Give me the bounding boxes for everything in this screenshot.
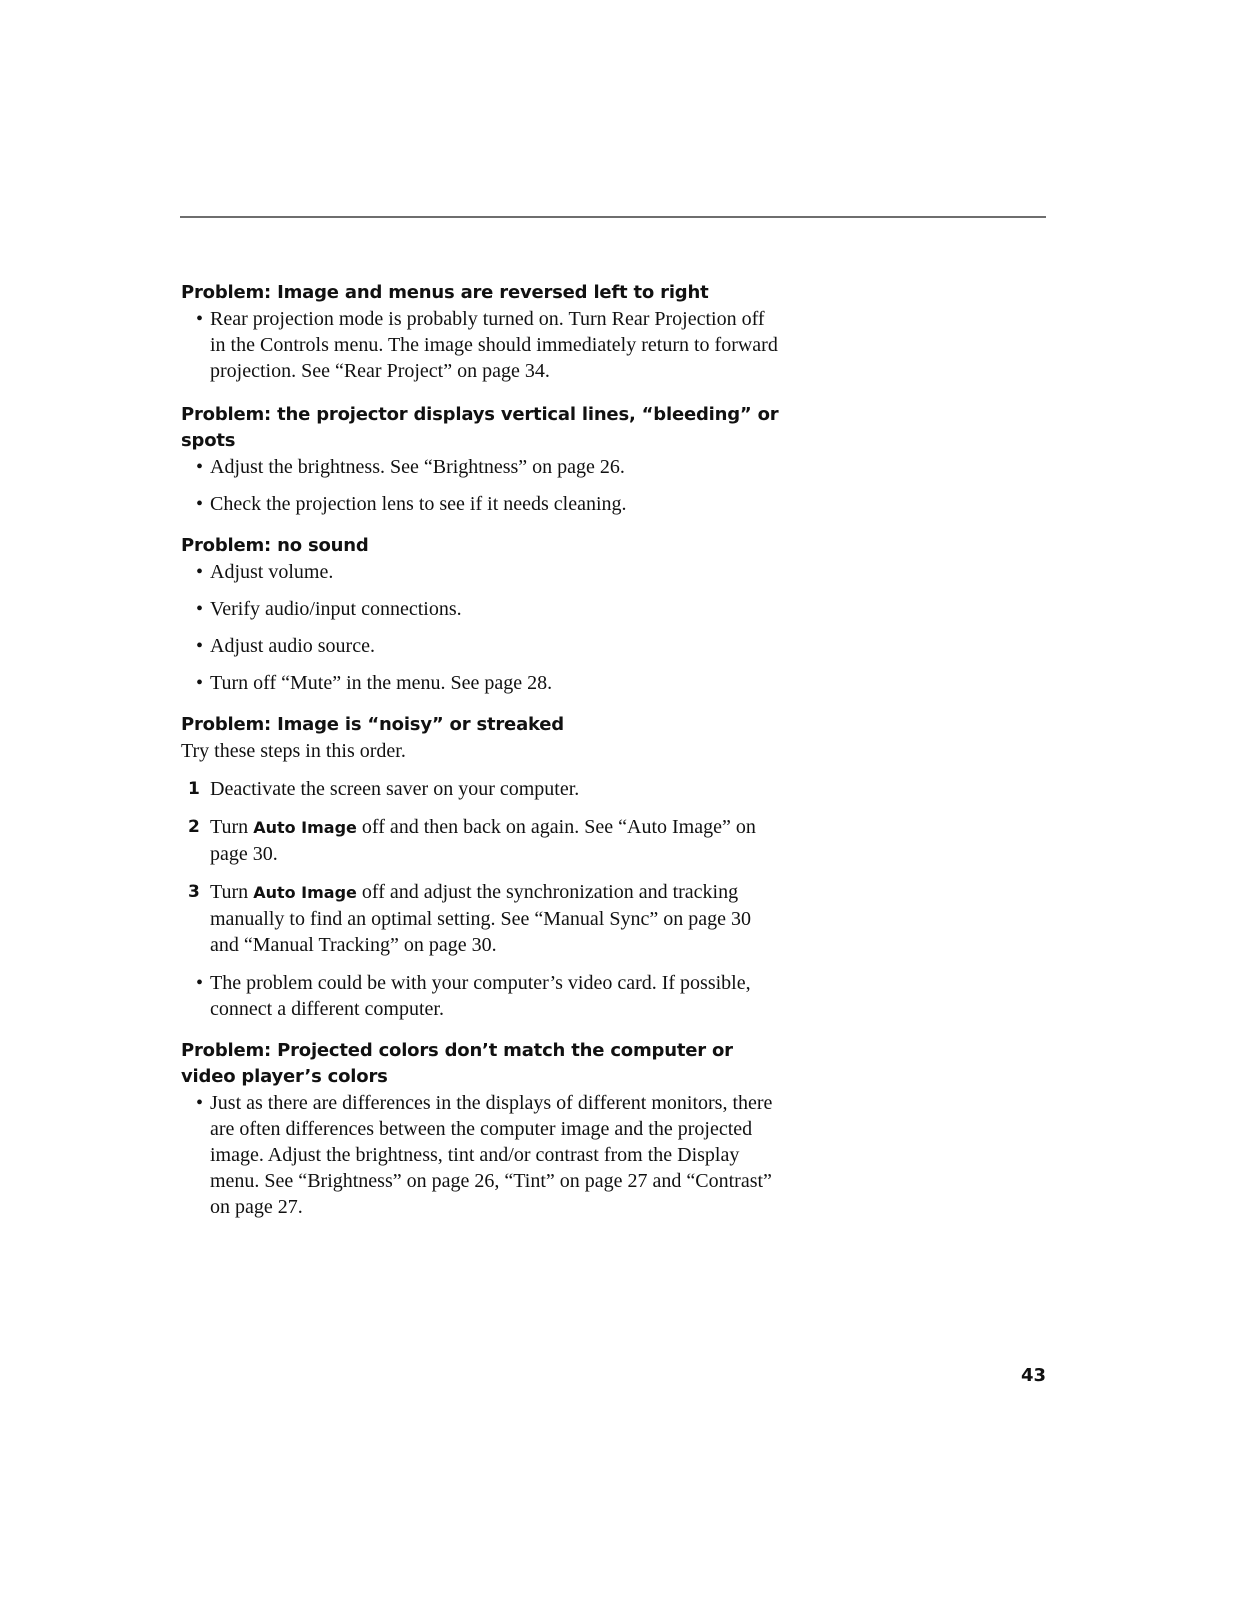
bullet-marker: • <box>196 672 204 694</box>
menu-keyword: Auto Image <box>253 818 357 837</box>
bullet-marker: • <box>196 561 204 583</box>
bullet-marker: • <box>196 635 204 657</box>
step-text-after: off and then back on again. See “Auto Image” on page 30. <box>210 816 756 865</box>
step-number: 1 <box>188 779 200 799</box>
numbered-step <box>181 814 781 867</box>
step-text: Deactivate the screen saver on your computer. <box>210 778 580 800</box>
list-item-text: The problem could be with your computer’s video card. If possible, connect a different computer. <box>210 972 751 1020</box>
problem-heading: Problem: no sound <box>181 535 369 556</box>
step-text-before: Turn <box>210 816 249 838</box>
list-item <box>181 633 781 659</box>
bullet-marker: • <box>196 456 204 478</box>
problem-heading: Problem: the projector displays vertical lines, “bleeding” or spots <box>181 404 779 451</box>
problem-heading: Problem: Image is “noisy” or streaked <box>181 714 564 735</box>
bullet-marker: • <box>196 493 204 515</box>
bullet-marker: • <box>196 1092 204 1114</box>
problem-vertical-lines <box>181 402 781 517</box>
list-item-text: Adjust the brightness. See “Brightness” on page 26. <box>210 456 625 478</box>
numbered-step <box>181 776 781 802</box>
step-number: 3 <box>188 882 200 902</box>
troubleshooting-content <box>181 280 781 1236</box>
problem-no-sound <box>181 533 781 696</box>
step-text-before: Turn <box>210 881 249 903</box>
list-item <box>181 596 781 622</box>
list-item-text: Turn off “Mute” in the menu. See page 28. <box>210 672 553 694</box>
page-number: 43 <box>1020 1365 1046 1386</box>
list-item <box>181 970 781 1022</box>
list-item <box>181 491 781 517</box>
list-item-text: Adjust audio source. <box>210 635 375 657</box>
problem-heading: Problem: Projected colors don’t match the computer or video player’s colors <box>181 1040 733 1087</box>
list-item <box>181 670 781 696</box>
bullet-marker: • <box>196 308 204 330</box>
list-item <box>181 1090 781 1220</box>
bullet-marker: • <box>196 972 204 994</box>
problem-reversed-image <box>181 280 781 384</box>
bullet-marker: • <box>196 598 204 620</box>
step-text-after: off and adjust the synchronization and tracking manually to find an optimal setting. See “Manual Sync” on page 30 and “Manual Tracking” on page 30. <box>210 881 751 956</box>
list-item <box>181 559 781 585</box>
header-rule <box>180 216 1046 218</box>
list-item-text: Verify audio/input connections. <box>210 598 462 620</box>
list-item-text: Rear projection mode is probably turned on. Turn Rear Projection off in the Controls menu. The image should immediately return to forward projection. See “Rear Project” on page 34. <box>210 308 778 382</box>
list-item-text: Just as there are differences in the displays of different monitors, there are often differences between the computer image and the projected image. Adjust the brightness, tint and/or contrast from the Display menu. See “Brightness” on page 26, “Tint” on page 27 and “Contrast” on page 27. <box>210 1092 773 1218</box>
list-item <box>181 454 781 480</box>
steps-intro: Try these steps in this order. <box>181 740 406 762</box>
step-number: 2 <box>188 817 200 837</box>
problem-noisy-image <box>181 712 781 1022</box>
menu-keyword: Auto Image <box>253 883 357 902</box>
problem-heading: Problem: Image and menus are reversed left to right <box>181 282 709 303</box>
problem-colors-mismatch <box>181 1038 781 1220</box>
numbered-step <box>181 879 781 958</box>
list-item-text: Check the projection lens to see if it needs cleaning. <box>210 493 627 515</box>
list-item-text: Adjust volume. <box>210 561 334 583</box>
list-item <box>181 306 781 384</box>
